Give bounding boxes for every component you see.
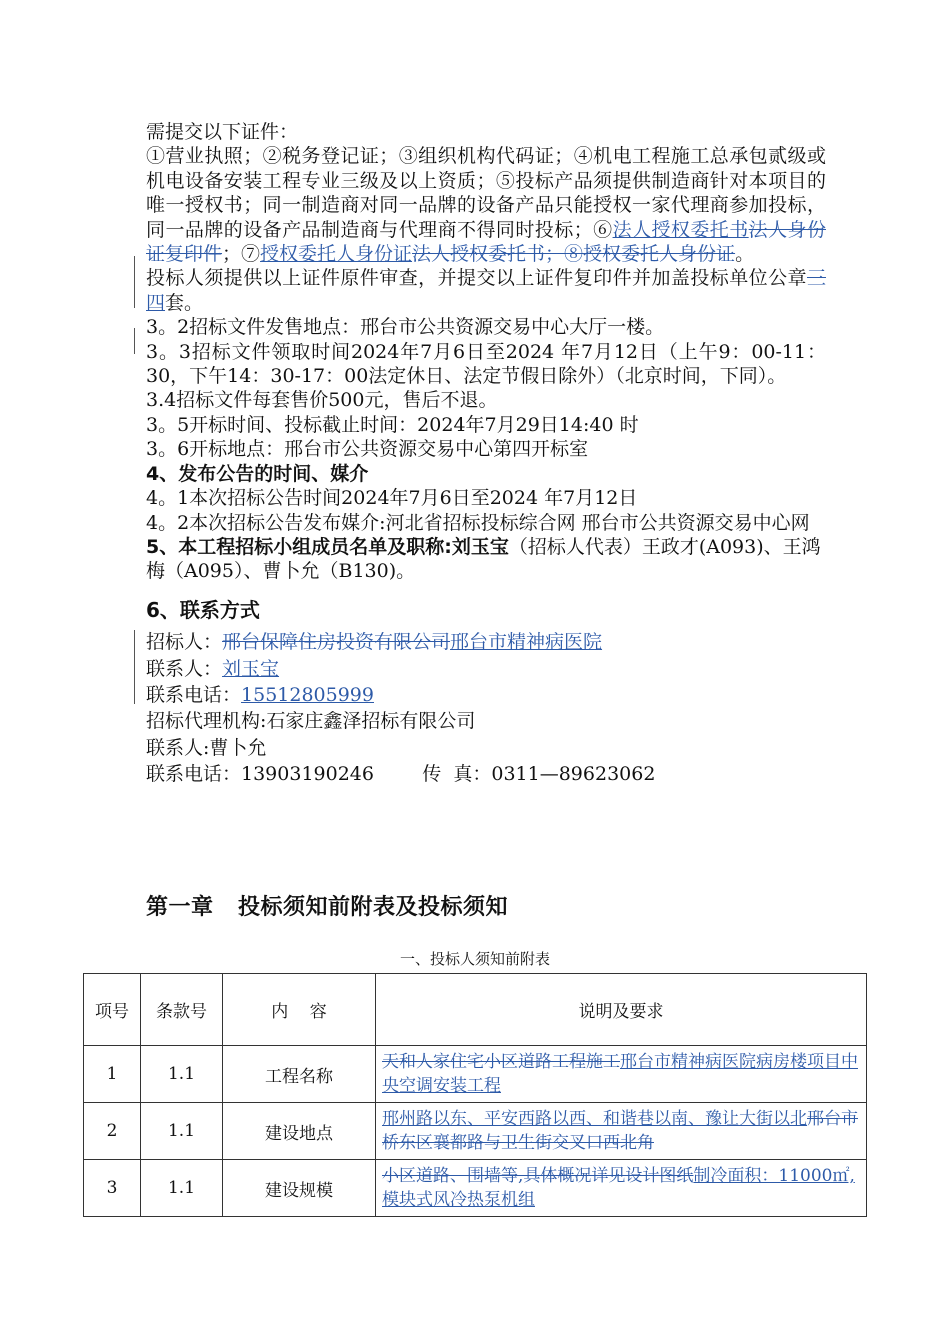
deleted-text: 三 <box>806 267 826 290</box>
deleted-text: 小区道路、围墙等,具体概况详见设计图纸 <box>382 1166 694 1186</box>
cell-clause: 1.1 <box>141 1046 223 1103</box>
cell-no: 1 <box>84 1046 141 1103</box>
section-6-heading: 6、联系方式 <box>146 597 260 622</box>
header-description: 说明及要求 <box>376 974 867 1046</box>
chapter-title: 第一章 投标须知前附表及投标须知 <box>146 895 508 920</box>
cell-no: 3 <box>84 1160 141 1217</box>
section-4-heading: 4、发布公告的时间、媒介 <box>146 462 369 485</box>
agency-line: 招标代理机构:石家庄鑫泽招标有限公司 <box>146 710 476 733</box>
inserted-text: 刘玉宝 <box>222 657 280 680</box>
agent-phone-line: 联系电话：13903190246 传 真：0311—89623062 <box>146 763 656 786</box>
inserted-text: 15512805999 <box>241 683 374 706</box>
cell-clause: 1.1 <box>141 1103 223 1160</box>
section-5-text: （招标人代表）王政才(A093)、王鸿梅（A095）、曹卜允（B130)。 <box>146 535 821 583</box>
item-4-1: 4。1本次招标公告时间2024年7月6日至2024 年7月12日 <box>146 487 638 510</box>
header-item-no: 项号 <box>84 974 141 1046</box>
section-5-heading: 5、本工程招标小组成员名单及职称:刘玉宝 <box>146 535 509 558</box>
submission-text: 套。 <box>165 291 204 314</box>
header-clause: 条款号 <box>141 974 223 1046</box>
header-content: 内 容 <box>223 974 376 1046</box>
inserted-text: 制冷面积：11000㎡,模块式风冷热泵机组 <box>382 1166 855 1210</box>
inserted-text: 邢州路以东、平安西路以西、和谐巷以南、豫让大街以北 <box>382 1109 807 1129</box>
item-3-5: 3。5开标时间、投标截止时间：2024年7月29日14:40 时 <box>146 413 639 436</box>
cell-description <box>376 1103 867 1160</box>
inserted-text: 授权委托人身份证 <box>260 243 413 266</box>
revision-bar <box>134 256 135 308</box>
inserted-text: 四 <box>146 291 166 314</box>
cell-description <box>376 1160 867 1217</box>
deleted-text: 天和人家住宅小区道路工程施工 <box>382 1052 620 1072</box>
revision-bar <box>134 630 135 704</box>
inserted-text: 邢台市精神病医院 <box>450 631 603 654</box>
deleted-text: 法人身份证复印件 <box>146 218 826 266</box>
contact-block <box>146 630 826 786</box>
deleted-text: 法人授权委托书；⑧授权委托人身份证 <box>412 243 736 266</box>
item-3-6: 3。6开标地点：邢台市公共资源交易中心第四开标室 <box>146 438 589 461</box>
contact-line <box>146 657 826 681</box>
revision-bar <box>134 328 135 354</box>
certificates-list <box>146 144 826 266</box>
tenderer-label: 招标人： <box>146 631 223 654</box>
cell-content: 建设规模 <box>223 1160 376 1217</box>
agent-contact-line: 联系人:曹卜允 <box>146 736 267 759</box>
certificates-submission <box>146 266 826 315</box>
deleted-text: 邢台市桥东区襄都路与卫生街交叉口西北角 <box>382 1109 858 1153</box>
document-body <box>146 120 826 787</box>
cell-content: 建设地点 <box>223 1103 376 1160</box>
section-5 <box>146 535 826 584</box>
certificates-intro: 需提交以下证件： <box>146 121 299 143</box>
table-row <box>84 1103 867 1160</box>
cell-no: 2 <box>84 1103 141 1160</box>
item-3-4: 3.4招标文件每套售价500元，售后不退。 <box>146 389 498 412</box>
cell-description <box>376 1046 867 1103</box>
table-caption: 一、投标人须知前附表 <box>399 950 550 968</box>
phone-label: 联系电话： <box>146 683 242 706</box>
inserted-text: 法人授权委托书 <box>612 218 749 241</box>
item-3-3: 3。3招标文件领取时间2024年7月6日至2024 年7月12日（上午9：00-11：30，下午14：30-17：00法定休日、法定节假日除外）（北京时间，下同）。 <box>146 340 826 388</box>
contact-label: 联系人： <box>146 657 223 680</box>
certificates-text: ①营业执照；②税务登记证；③组织机构代码证；④机电工程施工总承包贰级或机电设备安装工程专业三级及以上资质；⑤投标产品须提供制造商针对本项目的唯一授权书；同一制造商对同一品牌的设备产品只能授权一家代理商参加投标，同一品牌的设备产品制造商与代理商不得同时投标；⑥ <box>146 145 826 241</box>
bidder-instructions-table <box>83 973 867 1217</box>
certificates-text: 。 <box>735 243 755 266</box>
item-4-2: 4。2本次招标公告发布媒介:河北省招标投标综合网 邢台市公共资源交易中心网 <box>146 511 810 534</box>
table-row <box>84 1046 867 1103</box>
cell-content: 工程名称 <box>223 1046 376 1103</box>
table-header-row <box>84 974 867 1046</box>
tenderer-line <box>146 630 826 654</box>
phone-line <box>146 683 826 707</box>
submission-text: 投标人须提供以上证件原件审查，并提交以上证件复印件并加盖投标单位公章 <box>146 267 807 290</box>
certificates-text: ；⑦ <box>222 243 261 266</box>
deleted-text: 邢台保障住房投资有限公司 <box>222 631 451 654</box>
cell-clause: 1.1 <box>141 1160 223 1217</box>
inserted-text: 邢台市精神病医院病房楼项目中央空调安装工程 <box>382 1052 858 1096</box>
item-3-2: 3。2招标文件发售地点：邢台市公共资源交易中心大厅一楼。 <box>146 316 665 339</box>
table-row <box>84 1160 867 1217</box>
